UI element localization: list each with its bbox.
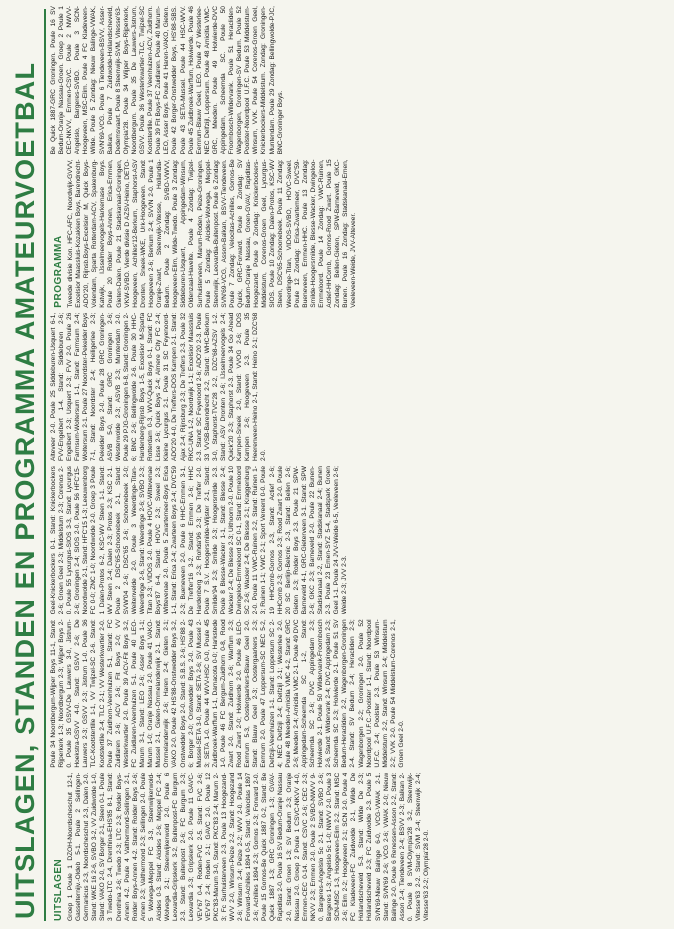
section-heading-program: PROGRAMMA <box>53 235 64 308</box>
column-1 <box>50 773 668 921</box>
column-6 <box>50 6 668 154</box>
headline-rule <box>44 9 46 921</box>
column-4 <box>50 313 668 461</box>
column-text: Geel-Knickerbockers 0-1. Stand: Knickerbockers 2-6; Groen Geel 2-3; Middelstum 2-3; Corenos 2-0. Poule 55 Lycurgus-SIOS 3-3, Stand: Lycurgus 2-6; Groningen 2-4; SIOS 2-0. Poule 56 HFC'15-Noordwolde 2-1, Stand: HFC'15 1-3; Leeuwenborg FC 0-0; ZNC 1-0; Noordwolde 2-0. Groep 3 Poule 1 Dalen-Protos 6-2, KSC-WV Steen 1-1. Stand: WV Steen 2-4; Dalen 2-3; Protos 2-3; KSC 2-1. Poule 2 DSC'65-Schoonebeek 2-1, Stand: SVW'04 2-6; DSC'65 2-6; Schoonebeek 2-0; Weitenvelde 2-0. Poule 3 Weerdinge-Titan-Weerdinge 2-6, Stand: Weerdinge 2-6; SVBO 2-3; Titan 2-3; VIDOS 2-0. Poule 4 HOVC-Wittevenae Boys'87 6-4, Stand: HOVC 2-3; Sweel 2-3; Wittevenae 2-0. Poule 5 Zwartemeer-Boys Erica 1-1, Stand: Erica 2-4; Zwarteen Boys 2-4; DVC'59 2-3; Bueneveen 2-0. Poule 6 HHC-Emmen 3-1, De Treffer'16 3-2. Stand: Emmen 2-6; HHC Hardenberg 2-3; Rohda'96 2-3; De Treffer 2-0. Poule 7 S.V. Hoogersmilde-Wijster 2-1, Stand: Smilde'94 2-3; Smilde 2-3; Hoogersmilde 2-3. Poule 8 Blesse-Wacker 1-1, Stand: Blesse 2-4; Wacker 2-4; De Blesse 2-3; Uithoorn 2-0. Poule 10 Dwingeloo-Emmeloord SC 0-1, Stand: Emmeloord SC 2-6; Wacker 2-4; De Blesse 2-1; Kraggenburg 2-0. Poule 11 VWC-Ruinen 2-2, Stand: Ruinen 1-3; Ruinen 1-1; VWC 2-1; Sport Vereent 0-0. Poule 19 HHComb-Gomos 2-3, Stand: Actief 2-6; HHComb 2-3; Gomos 2-3; Rood Zwart 2-0. Poule 20 SC Berlijn-Belcnic 2-3, Stand: Bellen 2-6; Gieten 2-3; Rolder Boys 2-3. Poule 21 SPW-Barneveld 4-1, GRC-Gieterveen 3-1. Stand: SPW 2-6; GKC 2-3; Barneveld 2-0. Poule 22 Bunen-Stadskanaal 2-2, Stand: Stadskanaal 2-4; Bunen 2-3. Poule 23 Emen-SYZ 5-4, Stadspark Groen Geel 1-1. Poule 24 JVV-Weide 6-5, Veeleveen 2-6; Weide 2-3; JVV 2-3. <box>50 466 349 615</box>
column-2 <box>50 619 668 767</box>
column-text: Poule 34 Noordbergum-Wijper Boys 11-1, Stand: Rijperkerk 1-3; Noordbergum 2-3; Wijper Boys 2-0. Poule 35 GSVV-De Lauwers 3-0, Jistrum-Hoekstra-GSVV 4-0. Stand: GSVV 2-6; De Lauwers 2-3; GSVV 2-3; Jistrum 1-0. Poule 36 TLC-Kootstertille 1-1, VV Twijzel-SC 2-6. Stand: Kootstertille 2-4; TLC 2-1; VV Westerkwartier 2-0. Poule 37 Zuidhorn-Veenhuizen 5-1, Stand: FC Zuidlaren 2-6; ACV 2-6; Fit Boys 2-0; VV Westerkwartier 2-0. Poule 39 ACV-Fit Boys 3-2, FC Zuidlaren-Veenhuizen 5-1. Poule 40 LEO-Marum 3-1, Stand: LEO 2-6; Asser Boys 1-1; Marum 1-0; Oranje Nassau 2-0. Poule 41 VAKO-Mussel 2-1, Gieten-Ommelanderwijk 2-1. Stand: Ommelanderwijk 2-6; Haren 2-4; Gieten 2-1; VAKO 2-0. Poule 42 HS'88-Onstwedder Boys 3-2, Onstwedder Boys 2-0. Stand: S.B.S. 2-6; HS'88 2-6; Borger 2-0; Onstwedder Boys 2-0. Poule 43 Mussel-SETA 3-0, Stand: SETA 2-6; SV Mussel 2-3; SETA 1-0. Poule 44 WVV-HSC 0-0, Poule 45 Zuidbroek-Warffum 1-1, Damacota 0-0; Harkstede 1-0. Poule 46 FC Bergum-Zuidhorn 0-8, Rood Zwart 2-0. Stand: Zuidhorn 2-6; Warffum 2-3; Rood Zwart 2-0; Holwierde 2-0. Poule 46 LEO-Eemrum 5-3, Oostergaarkers-Blauw Geel 2-0. Stand: Blauw Geel 2-3; Oostergaarkers 2-3; Eemrum 2-0. Poule 47 Loppersum-SC NEC 5-2, Delfzijl-Veenhuizen 1-1. Stand: Loppersum SC 2-4; NEC Delfzijl 2-4; Delfzijl 2-1; Westerlee 2-0. Poule 48 Meeden-Amicitia VMC 4-2, Stand: GRC 2-6; Meeden 2-4; Amicitia VMC 2-1. Poule 49 DVC Appingedam-Scheemda SC 1-2, Stand: Scheemda SC 2-6; DVC Appingedam 2-3; Holwierde 2-1. Poule 50 Wildervank-Froombosch 2-6, Stand: Wildervank 2-4; DVC Appingedam 2-3; Scheemda SC 2-3; Holwierde 2-1. Poule 51 SV Bedum-Heracliden 2-2, Wagenborgen-Groningen 2-4. Stand: SV Bedum 2-4; Heracliden 2-3; Wagenborgen 2-2; Groningen 2-0. Poule 52 Noordpool U.F.C.-Poolster 1-1, Stand: Noordpool U.F.C. 2-4; Poolster 2-3. Poule 53 Winsum-Middelstum 2-2, Stand: Winsum 2-4; Middelstum 2-2; VVK 2-0. Poule 54 Middelstum-Corenos 2-1, Groen Geel 2-0. <box>50 619 406 768</box>
column-5 <box>50 159 668 307</box>
column-text: Tweede divisie Kon. HFC-AFC, Noordwijk-GVVV, Excelsior Maassluis-Kozakken Boys, Barendrecht-ADO'20, Rijnsb.Boys-Excelsior M, Quick Boys-Volendam, Sparta Rotterdam-ACV, Spakenburg-Katwijk, IJsselmeervogels-Harkemase Boys. Poule 20 Rolder Boys-Annen, Erica-Emmen, Gieten-Dalen. Poule 21 Stadskanaal-Groningen, VKW-SVBO. Vierde divisie D AZSV-Heino, DETO-Hoogeveen, Achilles'12-Berkum, Staphorst-ASV Dronten, Sneek-WKE, Urk-Hoogeveen. Stand: Hoogeveen 2-6; Berkum 2-4; SVVN 2-0. Poule 1 Oranje-Zwart, Steenwijk-Vitesse, Hollandia-Bedum. Poule 2 Zondag: SVBO-VWVV, Hoogeveen-Elim, Wilde-Twedo. Poule 3 Zondag: Siddeburen-Usquert, Appingedam-Winsum, Oldenzaal-Havelte. Poule 4 Zondag: Twijzel-Surhuisterveen, Marum-Roden, Peize-Groningen. Poule 5 Zondag: Alcides-Wolvega, Meppel-Steenwijk, Leovardia-Buitenpost. Poule 6 Zondag: SVN'69-VCG, Asson-Balkan, BSVV-Tiendeveen. Poule 7 Zondag: Velocitas-Achilles, Gomos-Be Quick, GRC-Forward. Poule 8 Zondag: SV Bedum-Oranje Nassau, Groen-GVAV, Rapiditas-Hoogezand. Poule 9 Zondag: Knickerbockers-Middelstum, Corenos-Groen Geel, Lycurgus-SIOS. Poule 10 Zondag: Dalen-Protos, KSC-WV Steen, DSC'65-Schoonebeek. Poule 11 Zondag: Weerdinge-Titan, VIDOS-SVBO, HOVC-Sweel. Poule 12 Zondag: Erica-Zwartemeer, DVC'59-Bueneveen, Emmen-HHC. Poule 13 Zondag: Smilde-Hoogersmilde, Blesse-Wacker, Dwingeloo-Emmeloord. Poule 14 Zondag: VWC-Ruinen, Actief-HHComb, Gomos-Rood Zwart. Poule 15 Zondag: Bellen-Gieten, SPW-Barneveld, GKC-Bunen. Poule 16 Zondag: Stadskanaal-Emen, Veeleveen-Weide, JVV-Alteveer. <box>67 159 358 308</box>
column-3 <box>50 466 668 614</box>
text-columns <box>50 6 668 921</box>
column-text: Groep 1 Poule 1 DZOH-Noordscheschut 12-1, Gasselternijv.-Oldeb 5-1. Poule 2 Sellingen-Germanicus 2-3, Noordscheschut 2-3, Dalen 2-0. Stand: WKE 16 2-6, SVBO 3-2, VV Zuidwolde 1-0, Stand: VAKO 2-0, SV Borger 2-1, Sleen 0-1. Poule 3 Twedo-LTC 2-4, Drenthina-EHS'85 8-1, Stand: Drenthina 2-6; Twedo 2-3; LTC 2-3; Rolder Boys-Annen 4-2. Poule 4 Valthermond-Sellingen 2-1, Rolder Boys-Annen 4-2. Stand: Rolder Boys 2-6; Annen 2-3; Valthermond 2-3; Sellingen 2-0. Poule 5 Wolvega-Meppel FC 3-3, Steenwijkerwold-Alcides 0-3. Stand: Alcides 2-6; Meppel FC 2-4; Wolvega 2-1; Steenwijkerwold 2-0. Poule 6 Leovardia-Gripskerk 3-2, Buitenpost-FC Burgum 2-3. Stand: Buitenpost 2-6; FC Burgum 2-3; Leovardia 2-3; Gripskerk 2-0. Poule 11 GAVC-VEV'67 0-4, Roden-FVC 2-5. Stand: FVC 2-6; VEV'67 2-4; Roden 2-1; GAVC 2-0. Poule 12 PKC'83-Marum 3-0, Stand: PKC'83 2-4; Marum 2-3; Fc Surhuisterveen 2-3. Poule 13 Hoogezand-WVV 2-0, Winsum-Peize 2-2. Stand: Hoogezand 2-6; Winsum 2-4; Peize 2-2; WVV 2-0. Poule 14 Forward-Achilles 1894 0-5, Stand: Velocitas 1897 2-6; Achilles 1894 2-3; Gomos 2-3; Forward 2-0. Poule 15 Gomos-Be Quick 1887 0-2, Stand: Be Quick 1887 1-3; GRC Groningen 1-3; GVAV-Rapiditas 2-0. Poule 16 SV Bedum-Oranje Nassau 2-0, Stand: Groen 1-3; SV Bedum 2-3; Oranje Nassau 2-0. Groep 2 Poule 1 CSVC-NKVV 4-0, Emmen-CEC 0-14. Stand: CSVC 2-6; CEC 2-3; NKVV 2-3; Emmen 2-0. Poule 2 SVBO-NWVV 9-0, Bargeres-Angelslo 5c 2-1. Stand: SVBO 2-6; Bargeres 1-3; Angelslo 5c 1-0; NWVV 2-0. Poule 3 SCN-MSC 1-3, Hoogeveen-Elim 2-2. Stand: MSC 2-6; Elim 2-2; Hoogeveen 2-1; SCN 2-0. Poule 4 FC Kladeveen-FC Zuidwolde 2-1, Wilde De Hollandscheveld 5-3. Stand: Wilde De 2-3; Hollandscheveld 2-3; FC Zuidwolde 2-3. Poule 5 SVN'69-Nieuw Balinge 6-0, VCG-VWAK 2-1. Stand: SVN'69 2-6; VCG 2-6; VWAK 2-0; Nieuw Balinge 2-0. Poule 6 Renessen-Asson 2-2, Stand: Asson 2-4; Tiendeveen 2-4; BSVV 2-3; Balkan 2-0. Poule 8 SVM-Olympia'28 3-2, Steenwijk-Vitesse'63 2-2. Stand: SVM 2-4; Steenwijk 2-4; Vitesse'63 2-2; Olympia'28 2-0. <box>67 772 431 921</box>
page-headline: UITSLAGEN, STANDEN EN PROGRAMMA AMATEURVOETBAL <box>10 61 40 919</box>
column-text: Alteveer 2-0. Poule 25 Siddeburen-Usquert 6-1, FVV-Engelbert 1-4. Stand: Siddeburen 2-6; Engelbert 2-3; Usquert 2-3; FVV 2-0. Poule 26 Farmsum-Woltersum 1-1, Stand: Farmsum 2-4; Woltersum 2-1. Poule 27 Noordster-Pekelder Boys 7-1, Stand: Noordster 2-4; Heiligerlee 2-3; Pekelder Boys 2-0. Poule 28 GRC Groningen-ASVB 5-0, Stand: GRC Groningen 2-6; Westerwolde 2-3; ASVB 2-3; Muntendam 2-0. Poule 29 PJG-Groningen 6-8, Stand: Groningen 2-6; BNC 2-6; Bellingwolde 2-6. Poule 30 HHC-Hardenberg-Rijnsb Boys 1-5, Excelsior M-Sparta Rotterdam 0-3, WVV-Quick Boys 0-1, Stand: FC Lisse 2-6; Quick Boys 2-4; Almere City FC 2-4; Kleine Lycurgus 2-1. Poule 31 SC Feyenoord-ADO'20 4-0, De Treffers-DOS Kampen 2-1. Stand: Ajax 2-4; Rijnsburg 2-3; De Treffers 2-3. Poule 32 RKC-UNA 1-2, Noordwijk 1-1; Excelsior Maassluis 2-3. Stand: SC Feyenoord 2-6; ADO'20 2-3. Poule 33 VVSB-Barendrecht 2-2, Stand: WHC-Berkum 3-0, Staphorst-TVC'28 2-2, DZC'68-AZSV 1-2. Stand: ASV Dronten 2-6; IJsselmeervogels 2-4; Quick'20 2-3; Staphorst 2-3. Poule 34 Go Ahead Kampen-Sneek 2-0, Stand: VVOG 2-6; DOS Kampen 2-6; Hoogeveen 2-3. Poule 35 Heerenveen-Heino 2-1, Stand: Heino 2-1; DZC'68 2-0. <box>50 312 268 462</box>
column-text: Be Quick 1887-GRC Groningen. Poule 16 SV Bedum-Oranje Nassau-Groen. Groep 2 Poule 1 CEC-NKVV, Emmen-CSVC. Poule 2 NWVV-Angelslo, Bargeres-SVBO. Poule 3 SCN-Hoogeveen, MSC-Elim. Poule 4 FC Kladeveen-Wilde. Poule 5 Zondag: Nieuw Balinge-VWAK, SVN'69-VCG. Poule 6 Tiendeveen-BSVV, Asser-Balkan. Poule 7 Zuidwolde-Hollandscheveld, Dedemsvaart. Poule 8 Steenwijk-SVM, Vitesse'63-Olympia'28. Poule 34 Wijper Boys-Rijperkerk, Noordbergum. Poule 35 De Lauwers-Jistrum, GSVV. Poule 36 Westerkwartier-TLC, Twijzel-SC Kootstertille. Poule 37 Veenhuizen-ACV, Zuidhorn. Poule 39 Fit Boys-FC Zuidlaren. Poule 40 Marum-LEO, Asser Boys. Poule 41 Haren-VAKO, Gieten. Poule 42 Borger-Onstwedder Boys, HS'88-SBS. Poule 43 SETA-Mussel. Poule 44 HSC-WVV. Poule 45 Zuidbroek-Warffum, Holwierde. Poule 46 Eemrum-Blauw Geel, LEO. Poule 47 Westerlee-NEC Delfzijl, Loppersum. Poule 48 Amicitia VMC-GRC, Meeden. Poule 49 Holwierde-DVC Appingedam, Scheemda SC. Poule 50 Froombosch-Wildervank. Poule 51 Heracliden-Wagenborgen, Groningen-SV Bedum. Poule 52 Poolster-Noordpool U.F.C. Poule 53 Middelstum-Winsum, VVK. Poule 54 Corenos-Groen Geel, Knickerbockers-Middelstum. Zondag: Groningen-Muntendam. Poule 29 Zondag: Bellingwolde-PJC, BNC-Groninger Boys. <box>50 6 284 155</box>
section-heading-results: UITSLAGEN <box>53 858 64 921</box>
